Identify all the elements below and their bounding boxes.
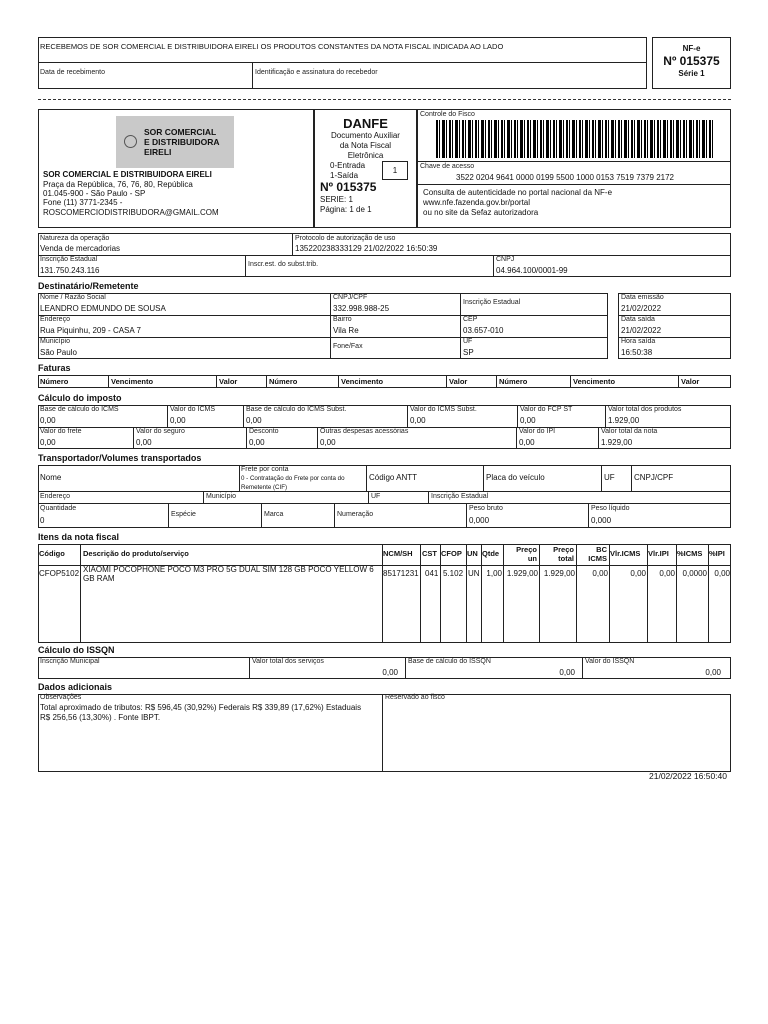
itens-header-picms: %ICMS [677, 549, 703, 558]
itens-header-codigo: Código [39, 549, 65, 558]
transp-especie-label: Espécie [171, 511, 196, 518]
canhoto-serie: Série 1 [678, 69, 705, 78]
danfe-desc1: Documento Auxiliar [331, 131, 400, 140]
itens-header-pipi: %IPI [709, 549, 725, 558]
danfe-numero: Nº 015375 [320, 180, 377, 194]
imposto-ipi-label: Valor do IPI [519, 428, 556, 435]
issqn-base-label: Base de cálculo do ISSQN [408, 658, 491, 665]
itens-header-vicms: Vlr.ICMS [610, 549, 641, 558]
dest-bairro-label: Bairro [333, 316, 352, 323]
dest-saida-label: Data saída [621, 316, 655, 323]
dest-cnpj-label: CNPJ/CPF [333, 294, 368, 301]
itens-header-ncm: NCM/SH [383, 549, 413, 558]
iest-label: Inscr.est. do subst.trib. [248, 261, 319, 268]
item-cst: 041 [425, 569, 439, 578]
fatura-header-numero-2: Número [269, 377, 298, 386]
imposto-ipi: 0,00 [519, 438, 535, 447]
chave-acesso: 3522 0204 9641 0000 0199 5500 1000 0153 7519 7379 2172 [456, 173, 674, 182]
danfe-title: DANFE [343, 116, 388, 131]
natureza-value: Venda de mercadorias [40, 244, 121, 253]
issqn-valor: 0,00 [705, 668, 721, 677]
item-cfop: 5.102 [443, 569, 464, 578]
dest-uf: SP [463, 348, 474, 357]
dest-hora-label: Hora saída [621, 338, 656, 345]
data-recebimento-label: Data de recebimento [40, 69, 105, 76]
item-picms: 0,0000 [682, 569, 707, 578]
protocolo-value: 135220238333129 21/02/2022 16:50:39 [295, 244, 438, 253]
consulta-line2: www.nfe.fazenda.gov.br/portal [423, 198, 531, 207]
item-pipi: 0,00 [714, 569, 730, 578]
company-logo [116, 116, 234, 168]
imposto-total-nota-label: Valor total da nota [601, 428, 658, 435]
transp-uf2-label: UF [371, 493, 381, 500]
imposto-bc-icms-label: Base de cálculo do ICMS [40, 406, 119, 413]
itens-header-preco-un-2: un [527, 554, 537, 563]
imposto-section: Cálculo do imposto [38, 393, 122, 403]
danfe-desc2: da Nota Fiscal [339, 141, 392, 150]
issqn-im-label: Inscrição Municipal [40, 658, 100, 665]
transp-placa-label: Placa do veículo [486, 473, 545, 482]
dest-municipio-label: Município [40, 338, 70, 345]
dest-cep-label: CEP [463, 316, 478, 323]
fatura-header-valor-3: Valor [681, 377, 700, 386]
imposto-frete-label: Valor do frete [40, 428, 82, 435]
logo-line3: EIRELI [144, 147, 172, 157]
dest-emissao: 21/02/2022 [621, 304, 662, 313]
itens-header-bc-2: ICMS [588, 554, 607, 563]
issqn-base: 0,00 [559, 668, 575, 677]
fatura-header-numero-3: Número [499, 377, 528, 386]
dest-nome: LEANDRO EDMUNDO DE SOUSA [40, 304, 166, 313]
itens-header-descricao: Descrição do produto/serviço [83, 549, 189, 558]
transp-antt-label: Código ANTT [369, 473, 418, 482]
transp-uf-label: UF [604, 473, 615, 482]
transp-endereco-label: Endereço [40, 493, 70, 500]
imposto-total-produtos-label: Valor total dos produtos [608, 406, 682, 413]
transp-numeracao-label: Numeração [337, 511, 374, 518]
chave-acesso-label: Chave de acesso [420, 163, 475, 170]
danfe-pagina: Página: 1 de 1 [320, 205, 372, 214]
transp-marca-label: Marca [264, 511, 284, 518]
transp-liquido: 0,000 [591, 516, 612, 525]
ie-label: Inscrição Estadual [40, 256, 98, 263]
item-bc: 0,00 [592, 569, 608, 578]
dest-ie-label: Inscrição Estadual [463, 299, 521, 306]
fatura-header-vencimento-2: Vencimento [341, 377, 384, 386]
emitente-fone: Fone (11) 3771-2345 - [43, 198, 123, 207]
imposto-desconto: 0,00 [249, 438, 265, 447]
itens-header-bc-1: BC [596, 545, 607, 554]
cut-line [38, 99, 731, 100]
item-preco-un: 1.929,00 [506, 569, 538, 578]
transporte-section: Transportador/Volumes transportados [38, 453, 202, 463]
transp-ie-label: Inscrição Estadual [431, 493, 489, 500]
adicionais-section: Dados adicionais [38, 682, 113, 692]
emitente-cep-cidade: 01.045-900 - São Paulo - SP [43, 189, 146, 198]
imposto-fcp: 0,00 [520, 416, 536, 425]
emitente-nome: SOR COMERCIAL E DISTRIBUIDORA EIRELI [43, 170, 212, 179]
obs-text: Total aproximado de tributos: R$ 596,45 (30,92%) Federais R$ 339,89 (17,62%) Estaduais R$ 256,56 (13,30%) . Fonte IBPT. [40, 703, 362, 722]
item-vipi: 0,00 [659, 569, 675, 578]
dest-bairro: Vila Re [333, 326, 359, 335]
issqn-servicos: 0,00 [382, 668, 398, 677]
item-un: UN [468, 569, 480, 578]
dest-nome-label: Nome / Razão Social [40, 294, 106, 301]
imposto-outras: 0,00 [320, 438, 336, 447]
barcode [436, 120, 714, 158]
imposto-outras-label: Outras despesas acessórias [320, 428, 409, 435]
consulta-line3: ou no site da Sefaz autorizadora [423, 208, 539, 217]
transp-qtd-label: Quantidade [40, 505, 77, 512]
transp-liquido-label: Peso líquido [591, 505, 630, 512]
imposto-icms-st: 0,00 [410, 416, 426, 425]
imposto-total-nota: 1.929,00 [601, 438, 633, 447]
emitente-endereco: Praça da República, 76, 76, 80, República [43, 180, 193, 189]
danfe-tipo: 1 [392, 166, 398, 175]
transp-cnpj-label: CNPJ/CPF [634, 473, 674, 482]
item-preco-total: 1.929,00 [543, 569, 575, 578]
obs-label: Observações [40, 694, 82, 701]
transp-bruto: 0,000 [469, 516, 490, 525]
dest-fone-label: Fone/Fax [333, 343, 363, 350]
logo-line1: SOR COMERCIAL [144, 127, 217, 137]
fatura-header-vencimento-3: Vencimento [573, 377, 616, 386]
dest-endereco-label: Endereço [40, 316, 70, 323]
faturas-section: Faturas [38, 363, 71, 373]
imposto-icms-label: Valor do ICMS [170, 406, 215, 413]
fatura-header-valor-1: Valor [219, 377, 238, 386]
item-descricao: XIAOMI POCOPHONE POCO M3 PRO 5G DUAL SIM 128 GB POCO YELLOW 6 GB RAM [83, 565, 374, 583]
itens-header-qtde: Qtde [482, 549, 500, 558]
imposto-fcp-label: Valor do FCP ST [520, 406, 573, 413]
item-codigo: CFOP5102 [39, 569, 80, 578]
imposto-seguro: 0,00 [136, 438, 152, 447]
dest-cep: 03.657-010 [463, 326, 504, 335]
itens-header-cst: CST [422, 549, 437, 558]
dest-municipio: São Paulo [40, 348, 77, 357]
transp-bruto-label: Peso bruto [469, 505, 503, 512]
transp-frete: 0 - Contratação do Frete por conta do Remetente (CIF) [241, 475, 345, 491]
dest-saida: 21/02/2022 [621, 326, 662, 335]
imposto-seguro-label: Valor do seguro [136, 428, 185, 435]
reservado-fisco-label: Reservado ao fisco [385, 694, 445, 701]
transp-nome-label: Nome [40, 473, 62, 482]
dest-endereco: Rua Piquinhu, 209 - CASA 7 [40, 326, 141, 335]
transp-frete-label: Frete por conta [241, 466, 289, 473]
canhoto-numero: Nº 015375 [663, 54, 720, 68]
imposto-bc-icms: 0,00 [40, 416, 56, 425]
protocolo-label: Protocolo de autorização de uso [295, 235, 396, 242]
print-timestamp: 21/02/2022 16:50:40 [649, 771, 727, 781]
dest-cnpj: 332.998.988-25 [333, 304, 390, 313]
danfe-desc3: Eletrônica [347, 151, 384, 160]
itens-section: Itens da nota fiscal [38, 532, 120, 542]
imposto-bc-st-label: Base de cálculo do ICMS Subst. [246, 406, 347, 413]
dest-emissao-label: Data emissão [621, 294, 664, 301]
canhoto-nfe: NF-e [682, 44, 701, 53]
imposto-frete: 0,00 [40, 438, 56, 447]
fatura-header-vencimento-1: Vencimento [111, 377, 154, 386]
controle-fisco-label: Controle do Fisco [420, 111, 475, 118]
emitente-email: ROSCOMERCIODISTRIBUDORA@GMAIL.COM [43, 208, 219, 217]
item-ncm: 85171231 [383, 569, 419, 578]
canhoto-text: RECEBEMOS DE SOR COMERCIAL E DISTRIBUIDORA EIRELI OS PRODUTOS CONSTANTES DA NOTA FISCAL INDICADA AO LADO [40, 42, 504, 51]
logo-icon [124, 135, 137, 148]
itens-table [38, 544, 731, 643]
danfe-serie: SERIE: 1 [320, 195, 353, 204]
dest-hora: 16:50:38 [621, 348, 653, 357]
cnpj-value: 04.964.100/0001-99 [496, 266, 568, 275]
issqn-valor-label: Valor do ISSQN [585, 658, 635, 665]
itens-header-preco-total-1: Preço [553, 545, 574, 554]
fatura-header-numero-1: Número [40, 377, 69, 386]
itens-header-vipi: Vlr.IPI [648, 549, 669, 558]
natureza-label: Natureza da operação [40, 235, 110, 242]
itens-header-preco-un-1: Preço [516, 545, 537, 554]
item-vicms: 0,00 [630, 569, 646, 578]
issqn-servicos-label: Valor total dos serviços [252, 658, 324, 665]
dest-uf-label: UF [463, 338, 473, 345]
destinatario-section: Destinatário/Remetente [38, 281, 139, 291]
consulta-line1: Consulta de autenticidade no portal nacional da NF-e [423, 188, 613, 197]
identificacao-label: Identificação e assinatura do recebedor [255, 69, 378, 76]
itens-header-cfop: CFOP [441, 549, 462, 558]
logo-line2: E DISTRIBUIDORA [144, 137, 220, 147]
ie-value: 131.750.243.116 [40, 266, 100, 275]
imposto-bc-st: 0,00 [246, 416, 262, 425]
transp-municipio-label: Município [206, 493, 236, 500]
cnpj-label: CNPJ [496, 256, 515, 263]
danfe-saida: 1-Saída [330, 171, 359, 180]
imposto-total-produtos: 1.929,00 [608, 416, 640, 425]
issqn-section: Cálculo do ISSQN [38, 645, 115, 655]
itens-header-preco-total-2: total [558, 554, 574, 563]
item-qtde: 1,00 [486, 569, 502, 578]
itens-header-un: UN [467, 549, 478, 558]
imposto-icms: 0,00 [170, 416, 186, 425]
imposto-desconto-label: Desconto [249, 428, 279, 435]
imposto-icms-st-label: Valor do ICMS Subst. [410, 406, 477, 413]
fatura-header-valor-2: Valor [449, 377, 468, 386]
transp-qtd: 0 [40, 516, 45, 525]
danfe-entrada: 0-Entrada [330, 161, 366, 170]
